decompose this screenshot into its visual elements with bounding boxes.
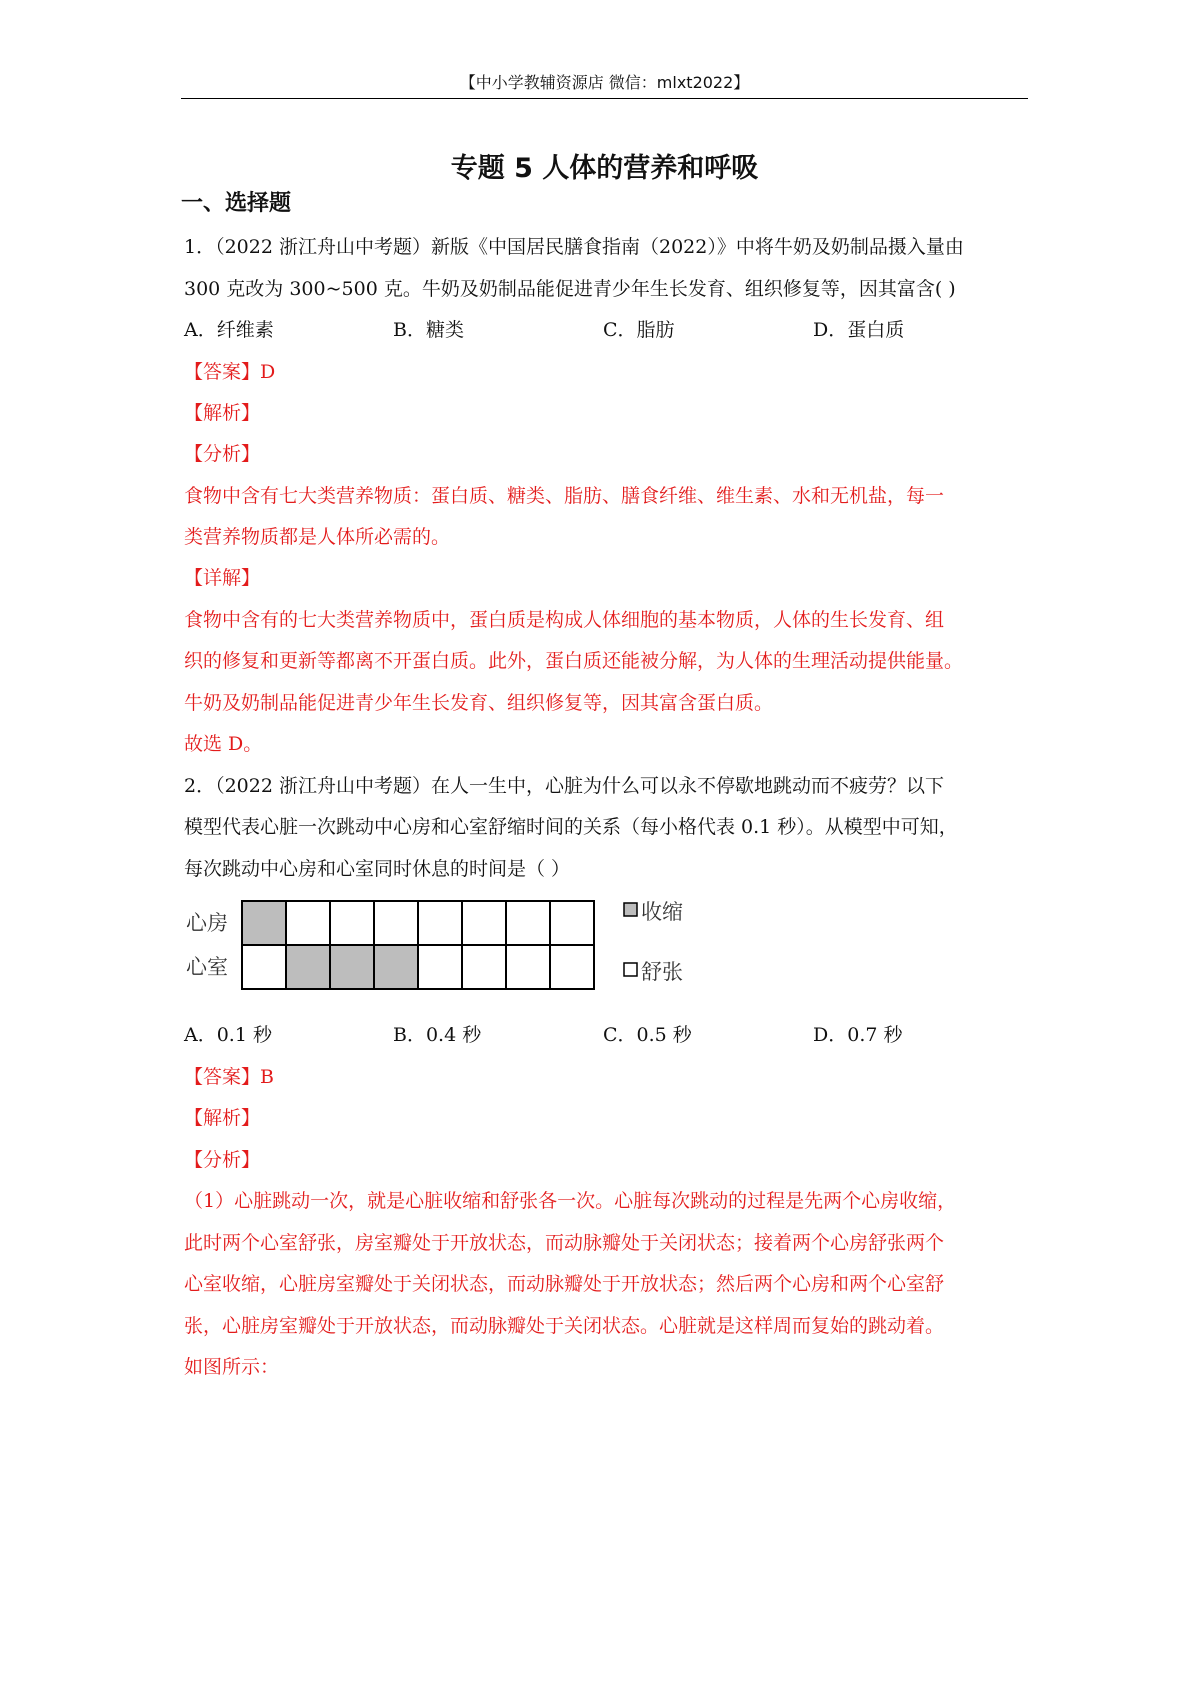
q2-answer: 【答案】B: [184, 1066, 274, 1088]
page-header: 【中小学教辅资源店 微信：mlxt2022】: [459, 73, 750, 92]
atrium-cell-2: [286, 901, 330, 945]
atrium-cell-5: [418, 901, 462, 945]
q2-fenxi-line-5: 如图所示：: [184, 1356, 280, 1378]
q1-stem-line-1: 1．（2022 浙江舟山中考题）新版《中国居民膳食指南（2022）》中将牛奶及奶制品摄入量由: [184, 236, 964, 258]
legend-contract-swatch: [624, 903, 637, 916]
q2-fenxi-line-2: 此时两个心室舒张，房室瓣处于开放状态，而动脉瓣处于关闭状态；接着两个心房舒张两个: [184, 1232, 945, 1254]
atrium-cell-8: [550, 901, 594, 945]
ventricle-cell-8: [550, 945, 594, 989]
q1-xiangjie-line-3: 牛奶及奶制品能促进青少年生长发育、组织修复等，因其富含蛋白质。: [184, 692, 774, 714]
q2-fenxi-line-1: （1）心脏跳动一次，就是心脏收缩和舒张各一次。心脏每次跳动的过程是先两个心房收缩，: [184, 1190, 957, 1212]
row-label-atrium: 心房: [186, 911, 228, 935]
q1-answer: 【答案】D: [184, 361, 276, 383]
ventricle-cell-1: [242, 945, 286, 989]
atrium-cell-3: [330, 901, 374, 945]
q1-option-c: C．脂肪: [603, 319, 675, 341]
ventricle-cell-2: [286, 945, 330, 989]
atrium-cell-1: [242, 901, 286, 945]
q2-stem-line-1: 2．（2022 浙江舟山中考题）在人一生中，心脏为什么可以永不停歇地跳动而不疲劳？以下: [184, 775, 944, 797]
q2-jiexi-label: 【解析】: [184, 1107, 261, 1129]
q1-jiexi-label: 【解析】: [184, 402, 261, 424]
q1-fenxi-line-1: 食物中含有七大类营养物质：蛋白质、糖类、脂肪、膳食纤维、维生素、水和无机盐，每一: [184, 485, 945, 507]
q2-option-d: D．0.7 秒: [813, 1024, 903, 1046]
q2-option-c: C．0.5 秒: [603, 1024, 692, 1046]
q1-option-a: A．纤维素: [184, 319, 274, 341]
q1-option-b: B．糖类: [393, 319, 464, 341]
atrium-row-cells: [242, 901, 594, 945]
heart-cycle-diagram: [186, 890, 706, 1000]
ventricle-cell-6: [462, 945, 506, 989]
q1-xiangjie-line-1: 食物中含有的七大类营养物质中，蛋白质是构成人体细胞的基本物质，人体的生长发育、组: [184, 609, 945, 631]
row-label-ventricle: 心室: [186, 955, 228, 979]
ventricle-cell-7: [506, 945, 550, 989]
legend-relax-label: 舒张: [641, 960, 683, 984]
q1-xiangjie-line-4: 故选 D。: [184, 733, 263, 755]
q1-fenxi-label: 【分析】: [184, 443, 261, 465]
ventricle-cell-3: [330, 945, 374, 989]
q1-fenxi-line-2: 类营养物质都是人体所必需的。: [184, 526, 451, 548]
ventricle-cell-5: [418, 945, 462, 989]
section-heading: 一、选择题: [181, 191, 292, 216]
legend-contract-label: 收缩: [641, 900, 683, 924]
q2-fenxi-line-4: 张，心脏房室瓣处于开放状态，而动脉瓣处于关闭状态。心脏就是这样周而复始的跳动着。: [184, 1315, 945, 1337]
q2-fenxi-label: 【分析】: [184, 1149, 261, 1171]
atrium-cell-6: [462, 901, 506, 945]
ventricle-row-cells: [242, 945, 594, 989]
q1-option-d: D．蛋白质: [813, 319, 905, 341]
atrium-cell-7: [506, 901, 550, 945]
q2-fenxi-line-3: 心室收缩，心脏房室瓣处于关闭状态，而动脉瓣处于开放状态；然后两个心房和两个心室舒: [184, 1273, 945, 1295]
q2-stem-line-2: 模型代表心脏一次跳动中心房和心室舒缩时间的关系（每小格代表 0.1 秒）。从模型中可知，: [184, 816, 958, 838]
q1-xiangjie-line-2: 织的修复和更新等都离不开蛋白质。此外，蛋白质还能被分解，为人体的生理活动提供能量。: [184, 650, 964, 672]
q2-option-b: B．0.4 秒: [393, 1024, 482, 1046]
ventricle-cell-4: [374, 945, 418, 989]
q1-stem-line-2: 300 克改为 300~500 克。牛奶及奶制品能促进青少年生长发育、组织修复等，因其富含( ): [184, 278, 956, 300]
header-rule: [181, 98, 1028, 99]
page-title: 专题 5 人体的营养和呼吸: [450, 153, 759, 184]
q2-stem-line-3: 每次跳动中心房和心室同时休息的时间是（ ）: [184, 858, 571, 880]
q1-xiangjie-label: 【详解】: [184, 567, 261, 589]
atrium-cell-4: [374, 901, 418, 945]
legend-relax-swatch: [624, 963, 637, 976]
q2-option-a: A．0.1 秒: [184, 1024, 272, 1046]
